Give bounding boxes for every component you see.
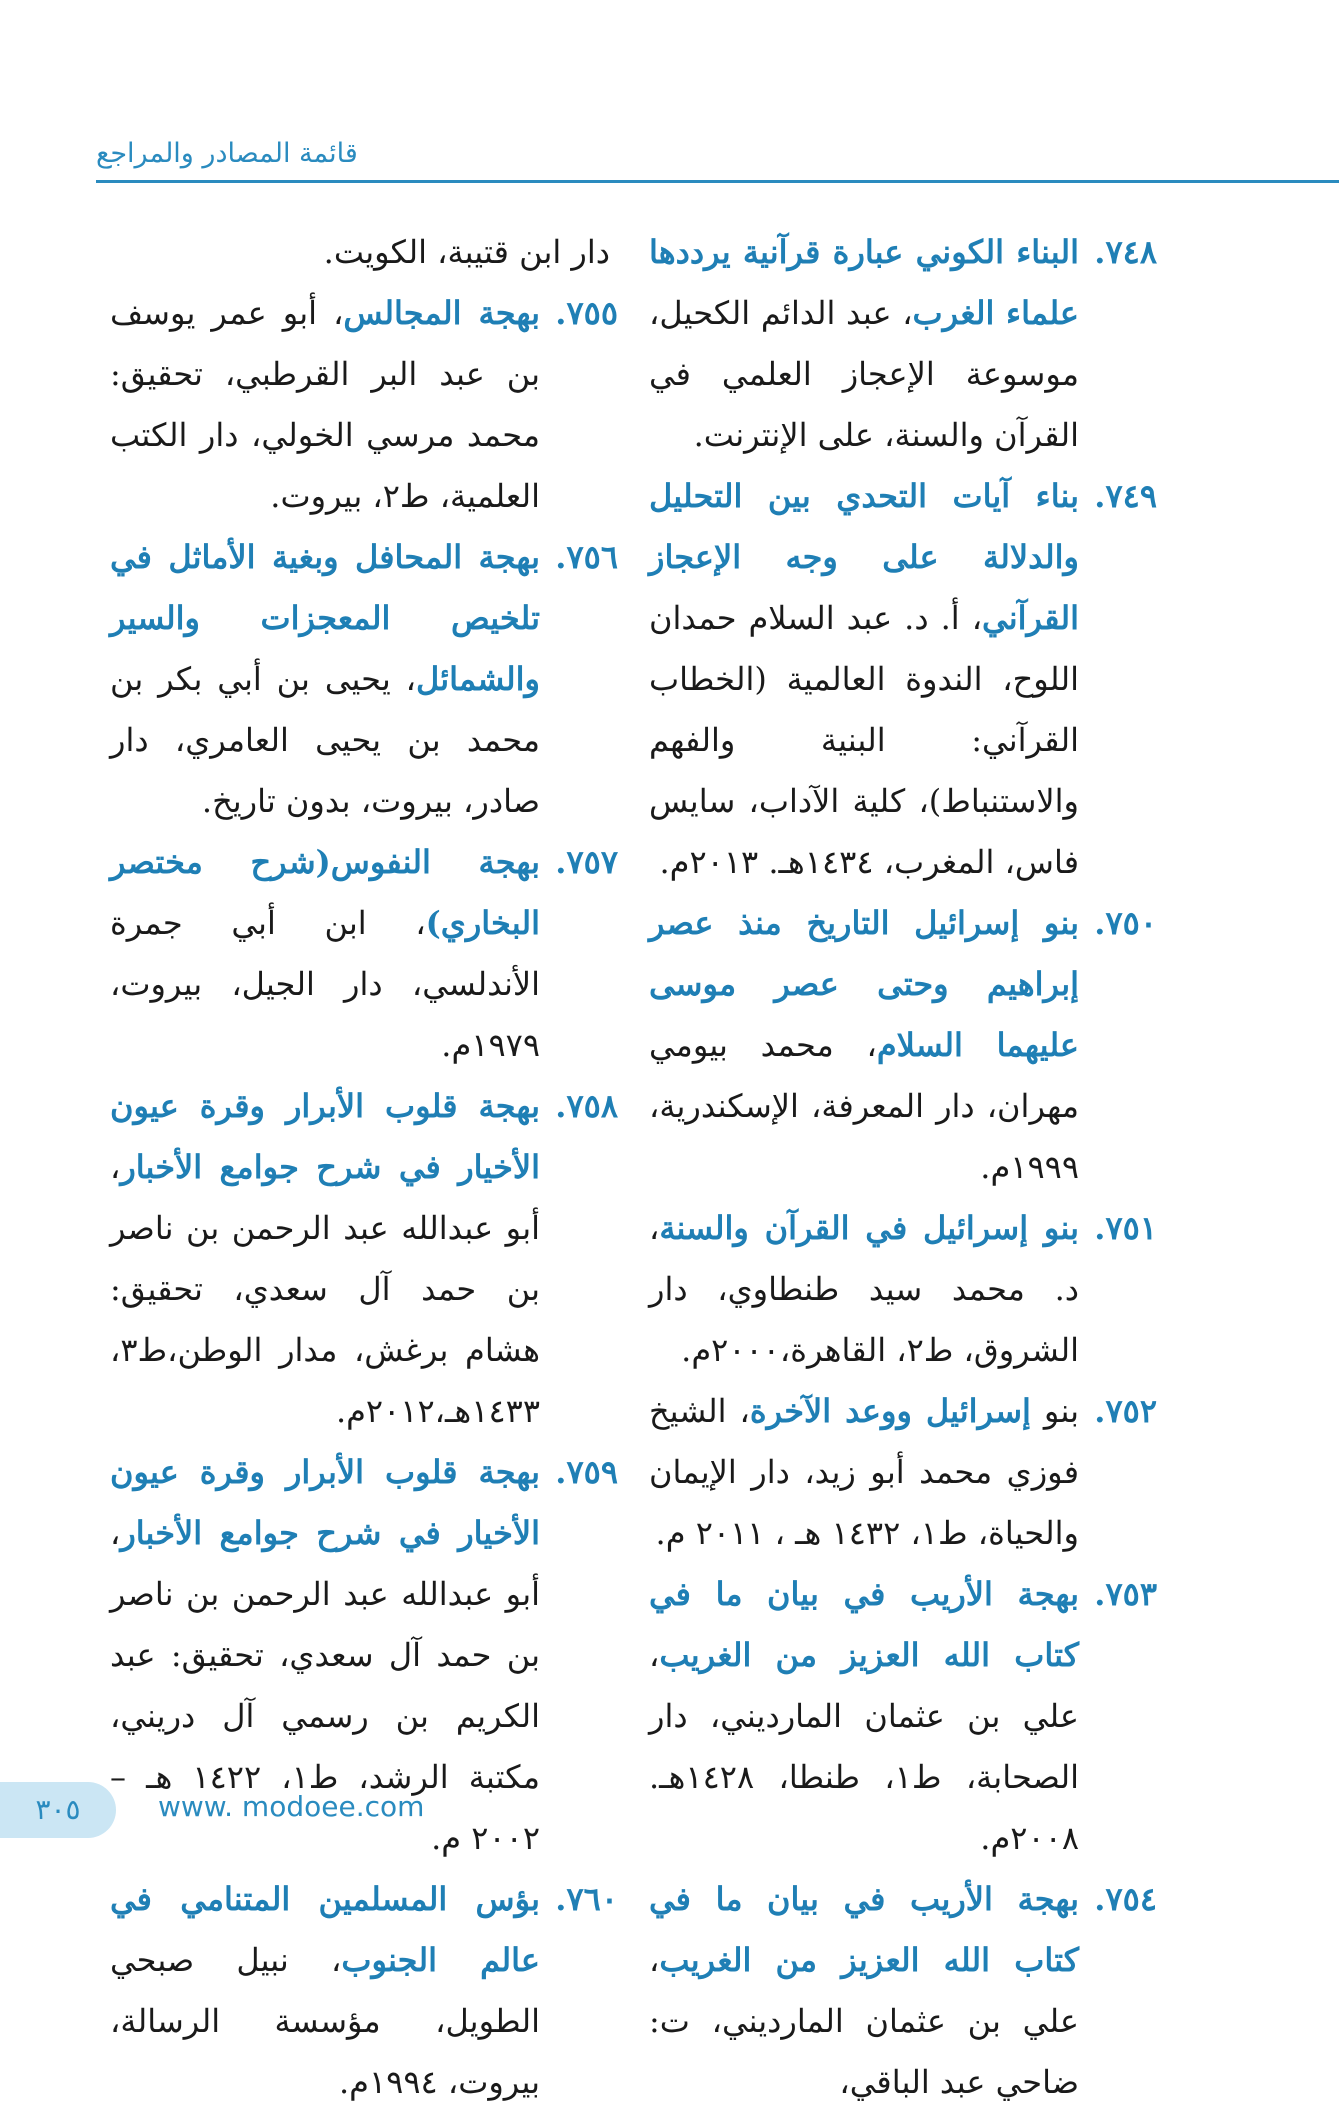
entry-number: ٧٥٦. bbox=[555, 538, 618, 576]
entry-title: البناء الكوني عبارة قرآنية يرددها علماء الغرب bbox=[649, 233, 1080, 332]
entry-title: بنو إسرائيل في القرآن والسنة bbox=[659, 1209, 1079, 1247]
entry-number: ٧٥٠. bbox=[1094, 904, 1157, 942]
running-header-title: قائمة المصادر والمراجع bbox=[96, 138, 358, 169]
entry-details: ، ابن أبي جمرة الأندلسي، دار الجيل، بيروت، ١٩٧٩م. bbox=[110, 904, 540, 1064]
entry-details: ، يحيى بن أبي بكر بن محمد بن يحيى العامري، دار صادر، بيروت، بدون تاريخ. bbox=[110, 660, 540, 820]
entry-number: ٧٤٩. bbox=[1094, 477, 1157, 515]
bibliography-entry bbox=[649, 466, 1157, 893]
bibliography-entry bbox=[649, 222, 1157, 466]
entry-number: ٧٦٠. bbox=[555, 1880, 618, 1918]
entry-number: ٧٥٤. bbox=[1094, 1880, 1157, 1918]
entry-details: ، أبو عمر يوسف بن عبد البر القرطبي، تحقيق: محمد مرسي الخولي، دار الكتب العلمية، ط٢، بيروت. bbox=[110, 294, 540, 515]
bibliography-entry bbox=[110, 283, 618, 527]
entry-title: بهجة الأريب في بيان ما في كتاب الله العزيز من الغريب bbox=[649, 1880, 1079, 1979]
entry-details: ، الشيخ فوزي محمد أبو زيد، دار الإيمان والحياة، ط١، ١٤٣٢ هـ ، ٢٠١١ م. bbox=[649, 1392, 1079, 1552]
entry-number: ٧٥٥. bbox=[555, 294, 618, 332]
entry-number: ٧٥٩. bbox=[555, 1453, 618, 1491]
bibliography-entry bbox=[649, 1198, 1157, 1381]
entry-details: ، د. محمد سيد طنطاوي، دار الشروق، ط٢، القاهرة،٢٠٠٠م. bbox=[649, 1209, 1079, 1369]
entry-number: ٧٥٨. bbox=[555, 1087, 618, 1125]
bibliography-entry bbox=[110, 832, 618, 1076]
entry-title: بهجة النفوس(شرح مختصر البخاري) bbox=[110, 843, 540, 942]
bibliography-entry bbox=[649, 893, 1157, 1198]
entry-title: بنو إسرائيل التاريخ منذ عصر إبراهيم وحتى عصر موسى عليهما السلام bbox=[649, 904, 1080, 1064]
entry-title: بهجة المحافل وبغية الأماثل في تلخيص المعجزات والسير والشمائل bbox=[110, 538, 540, 698]
entry-number: ٧٥٢. bbox=[1094, 1392, 1157, 1430]
entry-details: ، أبو عبدالله عبد الرحمن بن ناصر بن حمد آل سعدي، تحقيق: عبد الكريم بن رسمي آل دريني، مكتبة الرشد، ط١، ١٤٢٢ هـ – ٢٠٠٢ م. bbox=[110, 1514, 541, 1857]
entry-number: ٧٥٣. bbox=[1094, 1575, 1157, 1613]
entry-number: ٧٥١. bbox=[1094, 1209, 1157, 1247]
right-column bbox=[649, 222, 1157, 2113]
entry-details: ، عبد الدائم الكحيل، موسوعة الإعجاز العلمي في القرآن والسنة، على الإنترنت. bbox=[649, 294, 1079, 454]
entry-title: بهجة المجالس bbox=[343, 294, 540, 332]
entry-title: بناء آيات التحدي بين التحليل والدلالة على وجه الإعجاز القرآني bbox=[649, 477, 1079, 637]
left-column bbox=[110, 222, 618, 2113]
entry-details: ، أبو عبدالله عبد الرحمن بن ناصر بن حمد آل سعدي، تحقيق: هشام برغش، مدار الوطن،ط٣، ١٤٣٣هـ،٢٠١٢م. bbox=[110, 1148, 540, 1430]
header-rule bbox=[96, 180, 1339, 183]
entry-title: بهجة الأريب في بيان ما في كتاب الله العزيز من الغريب bbox=[649, 1575, 1079, 1674]
bibliography-entry bbox=[649, 1381, 1157, 1564]
entry-details: ، علي بن عثمان المارديني، ت: ضاحي عبد الباقي، bbox=[649, 1941, 1079, 2101]
entry-title: بهجة قلوب الأبرار وقرة عيون الأخيار في شرح جوامع الأخبار bbox=[110, 1453, 540, 1552]
entry-number: ٧٥٧. bbox=[555, 843, 618, 881]
entry-title-prefix: بنو bbox=[1030, 1392, 1080, 1430]
bibliography-entry bbox=[110, 1869, 618, 2113]
entry-title: إسرائيل ووعد الآخرة bbox=[749, 1392, 1031, 1430]
page-number: ٣٠٥ bbox=[0, 1782, 116, 1838]
bibliography-entry bbox=[110, 527, 618, 832]
entry-number: ٧٤٨. bbox=[1094, 233, 1157, 271]
bibliography-entry bbox=[649, 1869, 1157, 2113]
entry-details: ، أ. د. عبد السلام حمدان اللوح، الندوة العالمية (الخطاب القرآني: البنية والفهم والاستنباط)، كلية الآداب، سايس فاس، المغرب، ١٤٣٤هـ. ٢٠١٣م. bbox=[649, 599, 1079, 881]
website-link[interactable]: www. modoee.com bbox=[158, 1790, 425, 1823]
entry-continuation: دار ابن قتيبة، الكويت. bbox=[323, 233, 610, 271]
entry-title: بؤس المسلمين المتنامي في عالم الجنوب bbox=[110, 1880, 541, 1979]
bibliography-entry bbox=[649, 1564, 1157, 1869]
entry-title: بهجة قلوب الأبرار وقرة عيون الأخيار في شرح جوامع الأخبار bbox=[110, 1087, 540, 1186]
entry-details: ، نبيل صبحي الطويل، مؤسسة الرسالة، بيروت، ١٩٩٤م. bbox=[110, 1941, 540, 2101]
entry-details: ، محمد بيومي مهران، دار المعرفة، الإسكندرية، ١٩٩٩م. bbox=[649, 1026, 1079, 1186]
entry-details: ، علي بن عثمان المارديني، دار الصحابة، ط١، طنطا، ١٤٢٨هـ. ٢٠٠٨م. bbox=[649, 1636, 1079, 1857]
bibliography-entry bbox=[110, 1076, 618, 1442]
